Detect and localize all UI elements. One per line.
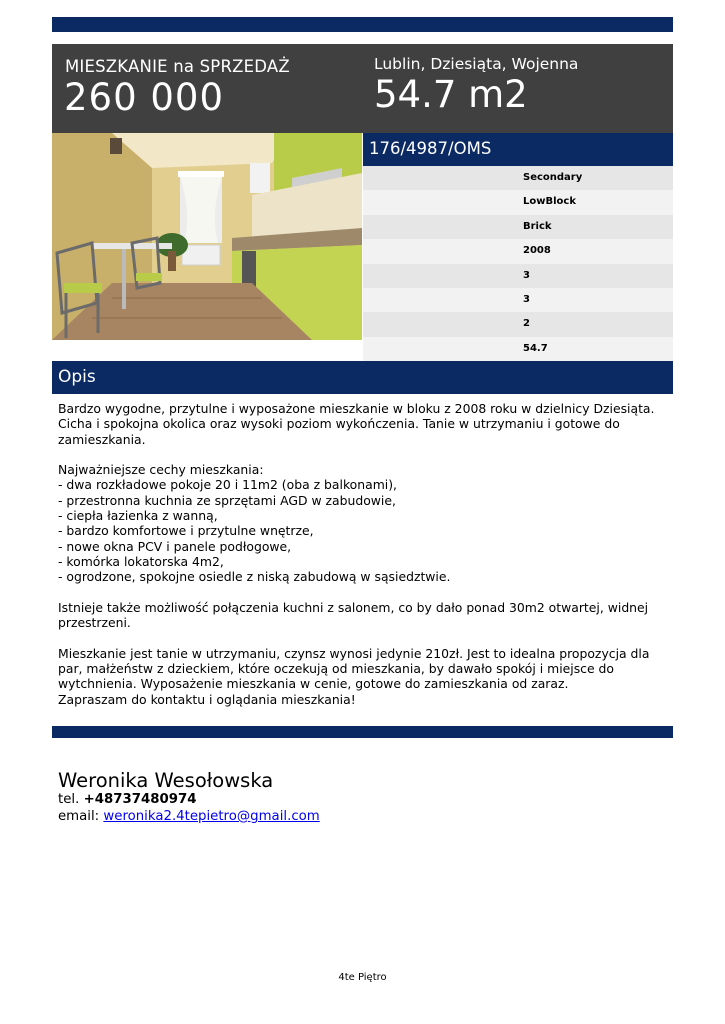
- listing-reference: 176/4987/OMS: [363, 133, 673, 166]
- top-accent-bar: [52, 17, 673, 32]
- phone-number[interactable]: +48737480974: [83, 792, 197, 807]
- agent-name: Weronika Wesołowska: [58, 769, 274, 792]
- property-value: 2: [363, 312, 673, 336]
- listing-header: [52, 44, 673, 133]
- property-value: 3: [363, 288, 673, 312]
- description-heading: Opis: [52, 361, 673, 394]
- property-details-table: [363, 166, 673, 361]
- offer-type: MIESZKANIE na SPRZEDAŻ: [65, 57, 290, 76]
- phone-label: tel.: [58, 792, 80, 807]
- price: 260 000: [64, 76, 225, 119]
- agent-phone: [58, 792, 196, 807]
- agent-email: [58, 809, 320, 824]
- property-value: Secondary: [363, 166, 673, 190]
- email-label: email:: [58, 809, 100, 824]
- property-value: Brick: [363, 215, 673, 239]
- kitchen-photo: [52, 133, 362, 340]
- property-value: 54.7: [363, 337, 673, 361]
- area: 54.7 m2: [374, 73, 528, 116]
- property-value: LowBlock: [363, 190, 673, 214]
- email-link[interactable]: weronika2.4tepietro@gmail.com: [103, 809, 320, 824]
- description-text: Bardzo wygodne, przytulne i wyposażone mieszkanie w bloku z 2008 roku w dzielnicy Dziesiąta. Cicha i spokojna okolica oraz wysoki poziom wykończenia. Tanie w utrzymaniu i gotowe do zamieszkania. Najważniejsze cechy mieszkania: - dwa rozkładowe pokoje 20 i 11m2 (oba z balkonami), - przestronna kuchnia ze sprzętami AGD w zabudowie, - ciepła łazienka z wanną, - bardzo komfortowe i przytulne wnętrze, - nowe okna PCV i panele podłogowe, - komórka lokatorska 4m2, - ogrodzone, spokojne osiedle z niską zabudową w sąsiedztwie. Istnieje także możliwość połączenia kuchni z salonem, co by dało ponad 30m2 otwartej, widnej przestrzeni. Mieszkanie jest tanie w utrzymaniu, czynsz wynosi jedynie 210zł. Jest to idealna propozycja dla par, małżeństw z dzieckiem, które oczekują od mieszkania, by dawało spokój i miejsce do wytchnienia. Wyposażenie mieszkania w cenie, gotowe do zamieszkania od zaraz. Zapraszam do kontaktu i oglądania mieszkania!: [58, 401, 655, 707]
- property-value: 2008: [363, 239, 673, 263]
- property-value: 3: [363, 264, 673, 288]
- location: Lublin, Dziesiąta, Wojenna: [374, 55, 579, 73]
- footer-brand: 4te Piętro: [338, 972, 387, 983]
- bottom-accent-bar: [52, 726, 673, 738]
